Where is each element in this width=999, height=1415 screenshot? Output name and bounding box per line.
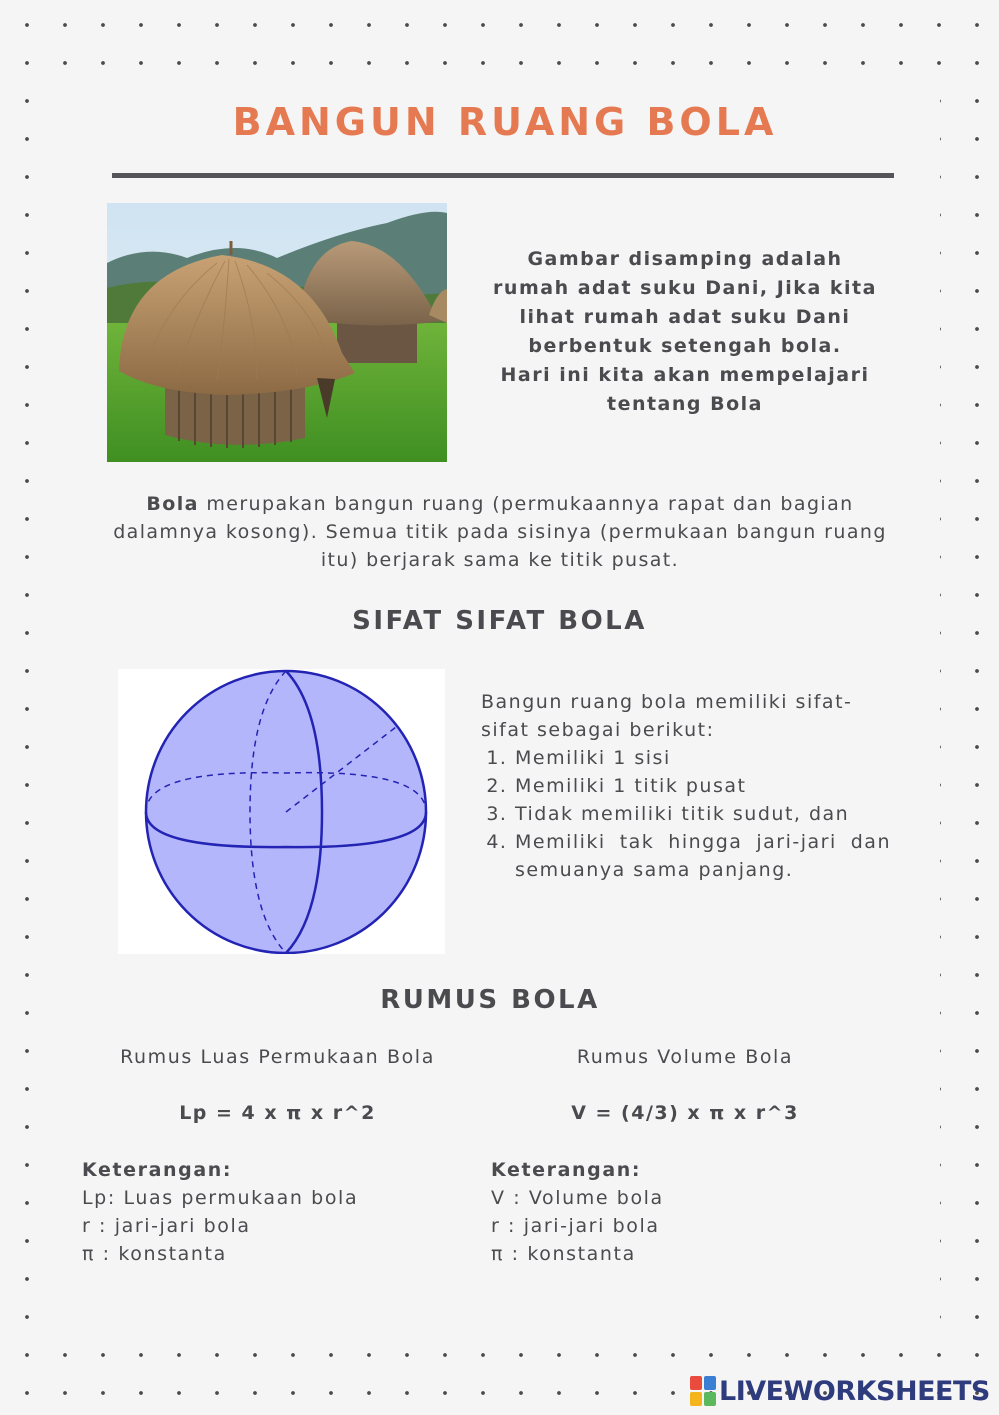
rumah-adat-photo — [107, 203, 447, 462]
intro-line: Hari ini kita akan mempelajari — [500, 364, 870, 386]
list-item: 3. Tidak memiliki titik sudut, dan — [515, 800, 891, 828]
intro-line: lihat rumah adat suku Dani — [519, 306, 851, 328]
sifat-list-block — [481, 688, 891, 884]
list-item: 2. Memiliki 1 titik pusat — [515, 772, 891, 800]
definition-text: merupakan bangun ruang (permukaannya rapat dan bagian dalamnya kosong). Semua titik pada sisinya (permukaan bangun ruang itu) berjarak sama ke titik pusat. — [113, 493, 887, 571]
keterangan-heading: Keterangan: — [491, 1159, 642, 1181]
keterangan-heading: Keterangan: — [82, 1159, 233, 1181]
keterangan-line: Lp: Luas permukaan bola — [82, 1187, 359, 1209]
list-item: 4. Memiliki tak hingga jari-jari dan semuanya sama panjang. — [515, 828, 891, 884]
luas-formula: Lp = 4 x π x r^2 — [179, 1102, 376, 1124]
keterangan-line: π : konstanta — [82, 1243, 227, 1265]
liveworksheets-logo[interactable] — [690, 1374, 990, 1408]
definition-term: Bola — [146, 493, 199, 515]
volume-formula-label: Rumus Volume Bola — [576, 1046, 794, 1068]
definition-paragraph — [105, 490, 895, 574]
title-divider — [112, 173, 894, 178]
keterangan-line: V : Volume bola — [491, 1187, 664, 1209]
volume-keterangan — [491, 1156, 881, 1268]
list-item: 1. Memiliki 1 sisi — [515, 744, 891, 772]
sifat-intro: Bangun ruang bola memiliki sifat-sifat sebagai berikut: — [481, 691, 853, 741]
keterangan-line: r : jari-jari bola — [491, 1215, 660, 1237]
sifat-heading: SIFAT SIFAT BOLA — [352, 606, 647, 636]
luas-keterangan — [82, 1156, 472, 1268]
keterangan-line: π : konstanta — [491, 1243, 636, 1265]
intro-line: Gambar disamping adalah — [527, 248, 843, 270]
sphere-diagram — [118, 669, 445, 954]
page-title: BANGUN RUANG BOLA — [232, 100, 778, 144]
intro-line: rumah adat suku Dani, Jika kita — [493, 277, 877, 299]
keterangan-line: r : jari-jari bola — [82, 1215, 251, 1237]
liveworksheets-icon — [690, 1376, 716, 1406]
rumus-heading: RUMUS BOLA — [380, 985, 600, 1015]
intro-line: berbentuk setengah bola. — [528, 335, 842, 357]
volume-formula: V = (4/3) x π x r^3 — [571, 1102, 799, 1124]
brand-text: LIVEWORKSHEETS — [719, 1375, 990, 1407]
luas-formula-label: Rumus Luas Permukaan Bola — [120, 1046, 435, 1068]
sifat-list — [481, 744, 891, 884]
intro-line: tentang Bola — [606, 393, 763, 415]
intro-text — [470, 245, 900, 419]
